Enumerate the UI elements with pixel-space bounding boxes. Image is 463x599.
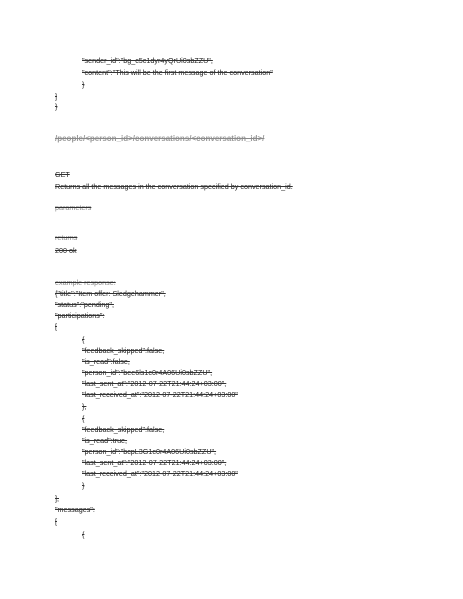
returns-value: 200 ok xyxy=(55,246,77,255)
participation-2-close: } xyxy=(82,481,85,490)
json-close-participations: ], xyxy=(55,494,59,503)
participation-2-person-id: "person_id":"bcpL3G1c0r4A06Ui0sbZZU", xyxy=(82,447,217,456)
json-line-participations: "participations": xyxy=(55,311,105,320)
json-open-message-brace: { xyxy=(82,530,85,539)
participation-1-last-sent-at: "last_sent_at":"2012-07-22T21:44:24+03:00", xyxy=(82,379,227,388)
participation-2-last-received-at: "last_received_at":"2012-07-22T21:44:24+03:00" xyxy=(82,469,238,478)
participation-1-feedback-skipped: "feedback_skipped":false, xyxy=(82,346,165,355)
participation-1-last-received-at: "last_received_at":"2012-07-22T21:44:24+03:00" xyxy=(82,390,238,399)
json-close-brace: } xyxy=(82,80,85,89)
participation-2-last-sent-at: "last_sent_at":"2012-07-22T21:44:24+03:00", xyxy=(82,458,227,467)
json-line-messages: "messages": xyxy=(55,505,95,514)
participation-2-open: { xyxy=(82,414,85,423)
json-close-outer-brace: } xyxy=(55,102,58,111)
endpoint-path-heading: /people/<person_id>/conversations/<conversation_id>/ xyxy=(55,134,265,143)
http-method: GET xyxy=(55,170,70,179)
json-line-content: "content":"This will be the first message of the conversation" xyxy=(82,68,273,77)
json-open-messages-bracket: [ xyxy=(55,517,57,526)
participation-1-open: { xyxy=(82,335,85,344)
participation-2-feedback-skipped: "feedback_skipped":false, xyxy=(82,425,165,434)
json-open-bracket: [ xyxy=(55,322,57,331)
endpoint-description: Returns all the messages in the conversation specified by conversation_id. xyxy=(55,182,293,191)
returns-label: returns xyxy=(55,233,78,242)
json-line-status: "status":"pending", xyxy=(55,300,114,309)
participation-2-is-read: "is_read":true, xyxy=(82,436,128,445)
json-line-sender-id: "sender_id":"bg_c5c1dyr4yQrUi0sbZZU", xyxy=(82,56,213,65)
json-close-bracket: ] xyxy=(55,92,57,101)
json-line-title: {"title":"Item offer: Sledgehammer", xyxy=(55,289,166,298)
participation-1-person-id: "person_id":"bee6ls1c0r4A06Ui0sbZZU", xyxy=(82,368,213,377)
parameters-label: parameters xyxy=(55,203,92,212)
example-response-label: example response: xyxy=(55,278,116,287)
participation-1-is-read: "is_read":false, xyxy=(82,357,130,366)
participation-1-close: }, xyxy=(82,402,87,411)
